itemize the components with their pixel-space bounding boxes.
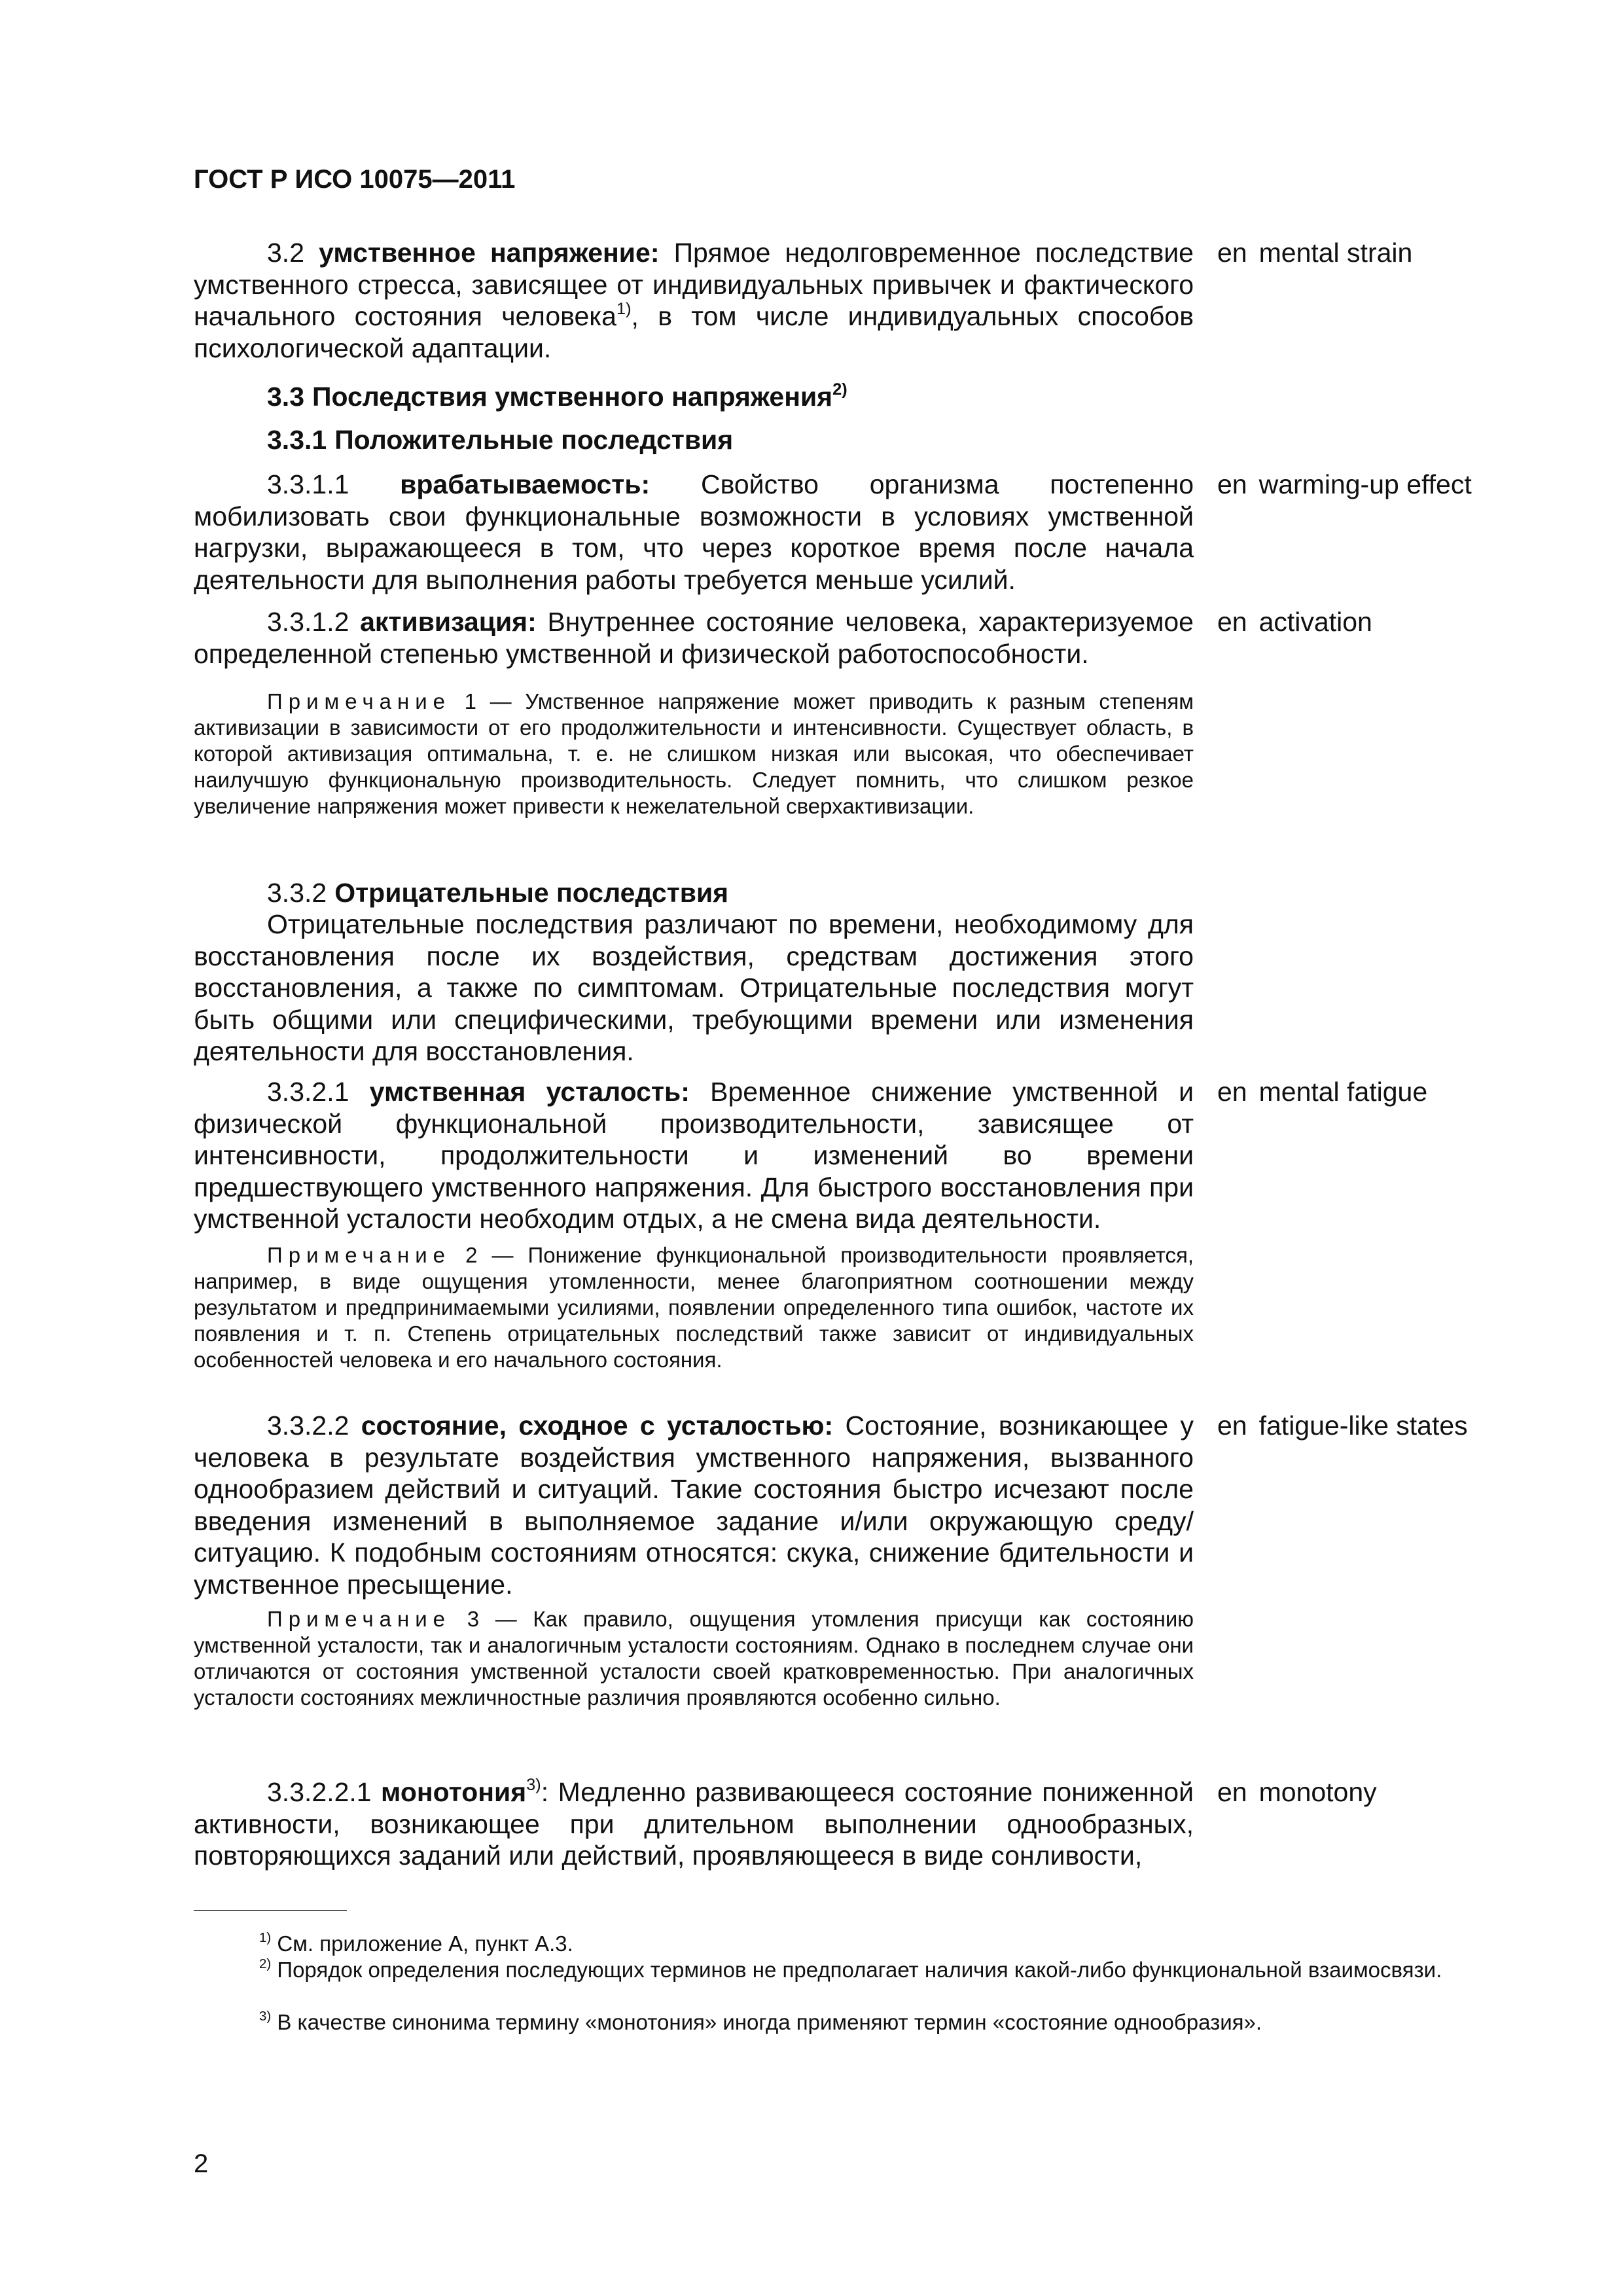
lang-code: en [1217, 469, 1247, 499]
lang-code: en [1217, 607, 1247, 637]
footnote-ref: 3) [526, 1776, 541, 1795]
clause-number: 3.3.2.2 [267, 1410, 349, 1441]
definition-3-3-1-1 [194, 469, 1194, 596]
term: состояние, сходное с усталостью: [361, 1410, 834, 1441]
note-number: 3 [467, 1607, 480, 1631]
footnote-ref: 1) [616, 300, 632, 319]
footnote-body: Порядок определения последующих терминов не предполагает наличия какой-либо функциональной взаимосвязи. [271, 1958, 1442, 1982]
footnote-ref: 2) [832, 380, 847, 399]
en-term: mental fatigue [1258, 1077, 1428, 1107]
note-text: — Понижение функциональной производительности проявляется, например, в виде ощущения утомленности, менее благоприятном соотношении между результатом и предпринимаемыми усилиями, появлении определенного типа ошибок, частоте их появления и т. п. Степень отрицательных последствий также зависит от индивидуальных особенностей человека и его начального состояния. [194, 1243, 1194, 1372]
note-number: 1 [464, 689, 477, 713]
footnote-text [194, 1931, 1499, 1957]
clause-number: 3.3.1.1 [267, 469, 349, 499]
clause-number: 3.3.2.1 [267, 1077, 349, 1107]
definition-3-3-2-2-1 [194, 1776, 1194, 1872]
note-label: Примечание [267, 689, 452, 713]
page-number: 2 [194, 2149, 209, 2178]
document-header: ГОСТ Р ИСО 10075—2011 [194, 165, 516, 194]
section-heading-3-3-2 [267, 877, 728, 908]
footnote-text [194, 1957, 1499, 1983]
en-equivalent [1217, 469, 1472, 500]
definition-text [194, 1776, 1194, 1872]
definition-body: Свойство организма постепенно мобилизовать свои функциональные возможности в условиях умственной нагрузки, выражающееся в том, что через короткое время после начала деятельности для выполнения работы требуется меньше усилий. [194, 469, 1194, 595]
note-3 [194, 1606, 1194, 1711]
clause-number: 3.3.2.2.1 [267, 1777, 372, 1807]
en-term: activation [1258, 607, 1372, 637]
lang-code: en [1217, 1077, 1247, 1107]
note-2 [194, 1242, 1194, 1373]
term: монотония [381, 1777, 527, 1807]
definition-body: Внутреннее состояние человека, характеризуемое определенной степенью умственной и физической работоспособности. [194, 607, 1194, 669]
clause-number: 3.3.1.2 [267, 607, 349, 637]
definition-3-2 [194, 237, 1194, 364]
clause-number: 3.2 [267, 238, 304, 268]
en-equivalent [1217, 606, 1372, 637]
note-number: 2 [465, 1243, 478, 1267]
clause-number: 3.3 [267, 382, 304, 412]
section-3-3-2-text [194, 908, 1194, 1067]
en-equivalent [1217, 237, 1412, 268]
definition-text [194, 606, 1194, 670]
footnote-body: В качестве синонима термину «монотония» иногда применяют термин «состояние однообразия». [271, 2010, 1262, 2034]
footnote-2 [194, 1957, 1499, 1983]
footnote-text [194, 2009, 1499, 2036]
term: умственное напряжение: [319, 238, 660, 268]
clause-number: 3.3.1 [267, 425, 327, 455]
en-term: monotony [1258, 1777, 1377, 1807]
section-heading-3-3 [267, 381, 847, 412]
definition-text [194, 469, 1194, 596]
paragraph: Отрицательные последствия различают по времени, необходимому для восстановления после их воздействия, средствам достижения этого восстановления, а также по симптомам. Отрицательные последствия могут быть общими или специфическими, требующими времени или изменения деятельности для восстановления. [194, 909, 1194, 1066]
term: умственная усталость: [369, 1077, 690, 1107]
lang-code: en [1217, 1777, 1247, 1807]
lang-code: en [1217, 1410, 1247, 1441]
en-term: mental strain [1258, 238, 1413, 268]
definition-body: Прямое недолговременное последствие умственного стресса, зависящее от индивидуальных привычек и фактического начального состояния человека [194, 238, 1194, 331]
en-equivalent [1217, 1776, 1377, 1808]
note-text: — Как правило, ощущения утомления присущи как состоянию умственной усталости, так и аналогичным усталости состояниям. Однако в последнем случае они отличаются от состояния умственной усталости своей кратковременностью. При аналогичных усталости состояниях межличностные различия проявляются особенно сильно. [194, 1607, 1194, 1710]
definition-3-3-2-1 [194, 1076, 1194, 1235]
definition-body: Временное снижение умственной и физической функциональной производительности, зависящее от интенсивности, продолжительности и изменений во времени предшествующего умственного напряжения. Для быстрого восстановления при умственной усталости необходим отдых, а не смена вида деятельности. [194, 1077, 1194, 1234]
en-term: fatigue-like states [1258, 1410, 1468, 1441]
heading-title: Положительные последствия [334, 425, 734, 455]
definition-text [194, 1076, 1194, 1235]
definition-text [194, 1410, 1194, 1600]
note-label: Примечание [267, 1243, 452, 1267]
definition-3-3-2-2 [194, 1410, 1194, 1600]
definition-body: : Медленно развивающееся состояние пониженной активности, возникающее при длительном выполнении однообразных, повторяющихся заданий или действий, проявляющееся в виде сонливости, [194, 1777, 1194, 1871]
en-term: warming-up effect [1258, 469, 1472, 499]
footnote-mark: 2) [259, 1956, 272, 1971]
section-heading-3-3-1 [267, 424, 733, 456]
clause-number: 3.3.2 [267, 878, 327, 908]
note-1 [194, 689, 1194, 819]
footnote-mark: 1) [259, 1930, 272, 1945]
footnote-1 [194, 1931, 1499, 1957]
definition-body: , в том числе индивидуальных способов психологической адаптации. [194, 301, 1194, 363]
definition-3-3-1-2 [194, 606, 1194, 670]
footnote-separator [194, 1910, 347, 1911]
en-equivalent [1217, 1410, 1468, 1441]
term: врабатываемость: [400, 469, 651, 499]
heading-title: Последствия умственного напряжения [312, 382, 833, 412]
footnote-body: См. приложение А, пункт А.3. [271, 1931, 573, 1956]
definition-text [194, 237, 1194, 364]
definition-body: Состояние, возникающее у человека в результате воздействия умственного напряжения, вызванного однообразием действий и ситуаций. Такие состояния быстро исчезают после введения изменений в выполняемое задание и/или окружающую среду/ситуацию. К подобным состояниям относятся: скука, снижение бдительности и умственное пресыщение. [194, 1410, 1194, 1600]
note-text: — Умственное напряжение может приводить к разным степеням активизации в зависимости от его продолжительности и интенсивности. Существует область, в которой активизация оптимальна, т. е. не слишком низкая или высокая, что обеспечивает наилучшую функциональную производительность. Следует помнить, что слишком резкое увеличение напряжения может привести к нежелательной сверхактивизации. [194, 689, 1194, 818]
footnote-mark: 3) [259, 2009, 272, 2024]
note-label: Примечание [267, 1607, 452, 1631]
lang-code: en [1217, 238, 1247, 268]
heading-title: Отрицательные последствия [334, 878, 729, 908]
term: активизация: [360, 607, 537, 637]
en-equivalent [1217, 1076, 1427, 1107]
footnote-3 [194, 2009, 1499, 2036]
